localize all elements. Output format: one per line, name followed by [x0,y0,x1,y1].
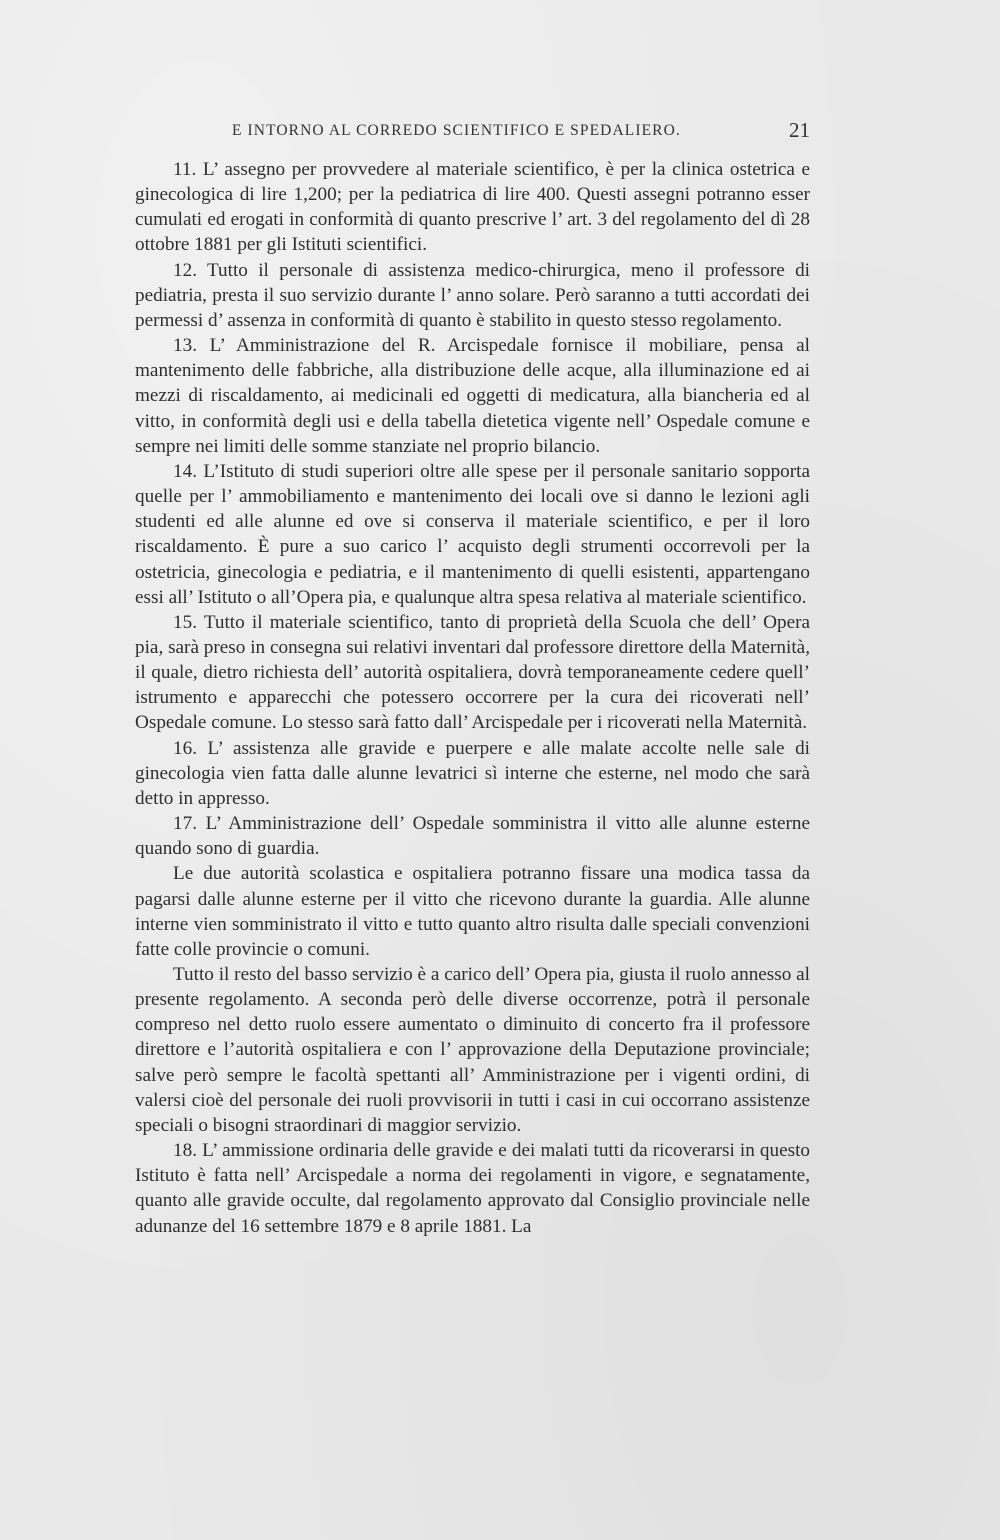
paragraph-art-12: 12. Tutto il personale di assistenza medico-chirurgica, meno il professore di pediatria, presta il suo servizio durante l’ anno solare. Però saranno a tutti accordati dei permessi d’ assenza in conformità di quanto è stabilito in questo stesso regolamento. [135,259,810,331]
page-number: 21 [789,118,810,142]
running-head [135,118,810,146]
paragraph-art-14: 14. L’Istituto di studi superiori oltre alle spese per il personale sanitario sopporta quelle per l’ ammobiliamento e mantenimento dei locali ove si danno le lezioni agli studenti ed alle alunne ed ove si conserva il materiale scientifico, e per il loro riscaldamento. È pure a suo carico l’ acquisto degli strumenti occorrevoli per la ostetricia, ginecologia e pediatria, e il mantenimento di quelli esistenti, appartengano essi all’ Istituto o all’Opera pia, e qualunque altra spesa relativa al materiale scientifico. [135,460,810,608]
paragraph-art-13: 13. L’ Amministrazione del R. Arcispedale fornisce il mobiliare, pensa al mantenimento delle fabbriche, alla distribuzione delle acque, alla illuminazione ed ai mezzi di riscaldamento, ai medicinali ed oggetti di medicatura, alla biancheria ed al vitto, in conformità degli usi e della tabella dietetica vigente nell’ Ospedale comune e sempre nei limiti delle somme stanziate nel proprio bilancio. [135,335,810,457]
paragraph-art-16: 16. L’ assistenza alle gravide e puerpere e alle malate accolte nelle sale di ginecologia vien fatta dalle alunne levatrici sì interne che esterne, nel modo che sarà detto in appresso. [135,737,810,809]
paragraph-art-11: 11. L’ assegno per provvedere al materiale scientifico, è per la clinica ostetrica e ginecologica di lire 1,200; per la pediatrica di lire 400. Questi assegni potranno esser cumulati ed erogati in conformità di quanto prescrive l’ art. 3 del regolamento del dì 28 ottobre 1881 per gli Istituti scientifici. [135,159,810,256]
paragraph-art-15: 15. Tutto il materiale scientifico, tanto di proprietà della Scuola che dell’ Opera pia, sarà preso in consegna sui relativi inventari dal professore direttore della Maternità, il quale, dietro richiesta dell’ autorità ospitaliera, dovrà temporaneamente cedere quell’ istrumento e apparecchi che potessero occorrere per la cura dei ricoverati nell’ Ospedale comune. Lo stesso sarà fatto dall’ Arcispedale per i ricoverati nella Maternità. [135,611,810,734]
paragraph-tassa-vitto: Le due autorità scolastica e ospitaliera potranno fissare una modica tassa da pagarsi dalle alunne esterne per il vitto che ricevono durante la guardia. Alle alunne interne vien somministrato il vitto e tutto quanto altro risulta dalle speciali convenzioni fatte colle provincie o comuni. [135,863,810,960]
body-text [135,157,810,1239]
paragraph-basso-servizio: Tutto il resto del basso servizio è a carico dell’ Opera pia, giusta il ruolo annesso al presente regolamento. A seconda però delle diverse occorrenze, potrà il personale compreso nel detto ruolo essere aumentato o diminuito di concerto fra il professore direttore e l’autorità ospitaliera e con l’ approvazione della Deputazione provinciale; salve però sempre le facoltà spettanti all’ Amministrazione per i vigenti ordini, di valersi cioè del personale dei ruoli provvisorii in tutti i casi in cui occorrano assistenze speciali o bisogni straordinari di maggior servizio. [135,964,810,1136]
paragraph-art-18: 18. L’ ammissione ordinaria delle gravide e dei malati tutti da ricoverarsi in questo Istituto è fatta nell’ Arcispedale a norma dei regolamenti in vigore, e segnatamente, quanto alle gravide occulte, dal regolamento approvato dal Consiglio provinciale nelle adunanze del 16 settembre 1879 e 8 aprile 1881. La [135,1140,810,1237]
running-title: E INTORNO AL CORREDO SCIENTIFICO E SPEDALIERO. [232,122,681,139]
paragraph-art-17: 17. L’ Amministrazione dell’ Ospedale somministra il vitto alle alunne esterne quando sono di guardia. [135,813,810,860]
